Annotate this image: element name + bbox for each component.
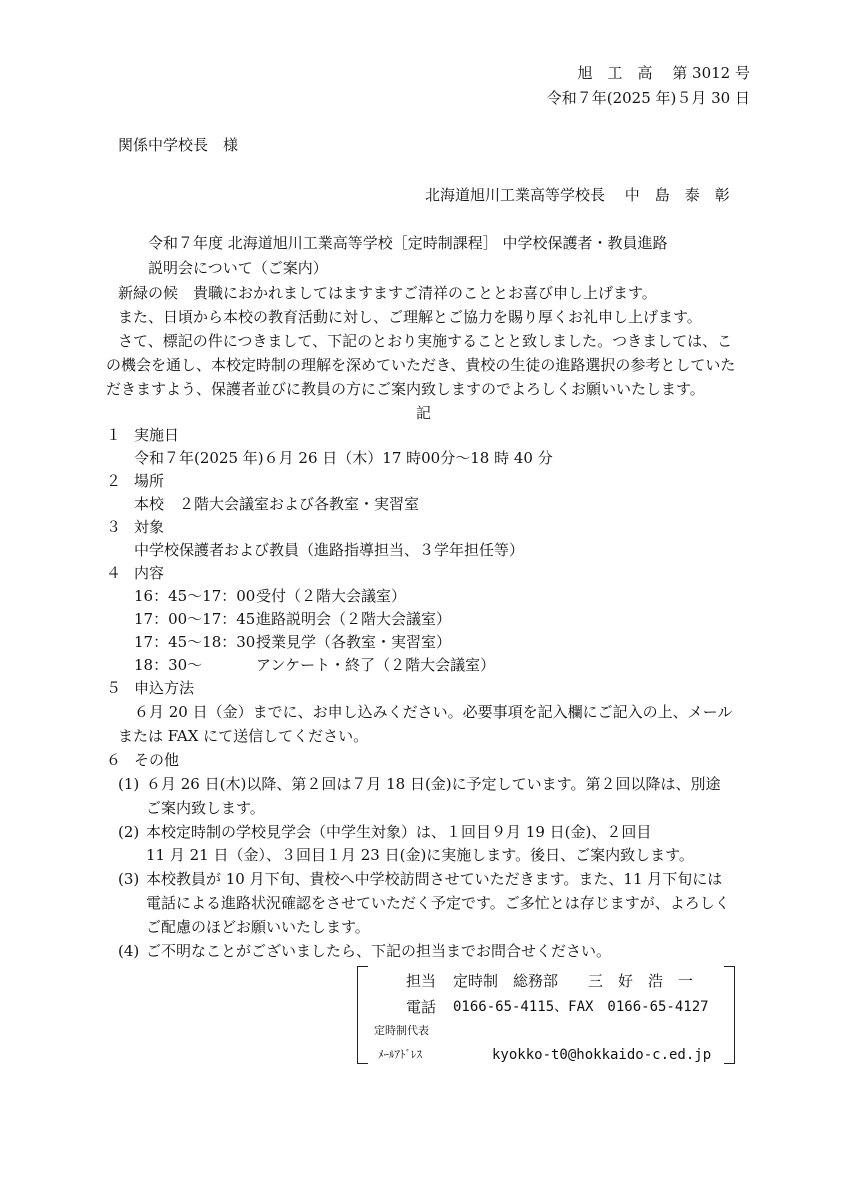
schedule-desc: 受付（２階大会議室） <box>256 587 407 605</box>
other-2-number: (2) <box>118 823 140 841</box>
item-4-number: ４ <box>106 564 122 582</box>
document-date: 令和７年(2025 年)５月 30 日 <box>546 89 750 107</box>
item-3-label: 対象 <box>134 518 165 536</box>
item-6-number: ６ <box>106 751 122 769</box>
other-1-line-2: ご案内致します。 <box>146 799 265 817</box>
contact-tanto-value: 定時制 総務部 三 好 浩 一 <box>453 972 694 990</box>
schedule-desc: 授業見学（各教室・実習室） <box>256 633 452 651</box>
title-line-1: 令和７年度 北海道旭川工業高等学校［定時制課程］ 中学校保護者・教員進路 <box>148 234 668 252</box>
document-number: 旭 工 高 第 3012 号 <box>577 64 750 82</box>
addressee: 関係中学校長 様 <box>118 136 239 154</box>
item-1-label: 実施日 <box>134 426 180 444</box>
item-6-label: その他 <box>134 751 180 769</box>
item-4-label: 内容 <box>134 564 165 582</box>
contact-tanto-label: 担当 <box>406 972 437 990</box>
body-paragraph-3-line-3: だきますよう、保護者並びに教員の方にご案内致しますのでよろしくお願いいたします。 <box>106 380 705 398</box>
item-2-text: 本校 ２階大会議室および各教室・実習室 <box>134 495 420 513</box>
item-1-number: １ <box>106 426 122 444</box>
title-line-2: 説明会について（ご案内） <box>148 259 328 277</box>
other-2-line-1: 本校定時制の学校見学会（中学生対象）は、１回目９月 19 日(金)、２回目 <box>146 823 652 841</box>
other-4-line-1: ご不明なことがございましたら、下記の担当までお問合せください。 <box>146 942 612 960</box>
other-1-number: (1) <box>118 775 140 793</box>
schedule-desc: アンケート・終了（２階大会議室） <box>256 656 496 674</box>
item-1-text: 令和７年(2025 年)６月 26 日（木）17 時00分～18 時 40 分 <box>134 449 553 467</box>
schedule-time: 16：45～17：00 <box>134 587 256 605</box>
item-3-text: 中学校保護者および教員（進路指導担当、３学年担任等） <box>134 541 525 559</box>
ki-heading: 記 <box>416 404 432 422</box>
schedule-desc: 進路説明会（２階大会議室） <box>256 610 452 628</box>
schedule-time: 17：45～18：30 <box>134 633 256 651</box>
item-2-number: ２ <box>106 472 122 490</box>
contact-mail-value[interactable]: kyokko-t0@hokkaido-c.ed.jp <box>492 1047 712 1063</box>
schedule-time: 18：30～ <box>134 656 203 674</box>
other-4-number: (4) <box>118 942 140 960</box>
other-2-line-2: 11 月 21 日（金）、３回目１月 23 日(金)に実施します。後日、ご案内致します。 <box>146 846 694 864</box>
body-paragraph-3-line-1: さて、標記の件につきまして、下記のとおり実施することと致しました。つきましては、こ <box>118 332 733 350</box>
contact-rep-label: 定時制代表 <box>374 1024 429 1037</box>
item-5-line-2: または FAX にて送信してください。 <box>118 727 369 745</box>
item-5-label: 申込方法 <box>134 679 195 697</box>
item-5-line-1: ６月 20 日（金）までに、お申し込みください。必要事項を記入欄にご記入の上、メール <box>134 703 733 721</box>
body-paragraph-2: また、日頃から本校の教育活動に対し、ご理解とご協力を賜り厚くお礼申し上げます。 <box>118 308 702 326</box>
item-5-number: ５ <box>106 679 122 697</box>
contact-tel-label: 電話 <box>406 998 437 1016</box>
contact-mail-label: ﾒｰﾙｱﾄﾞﾚｽ <box>378 1048 422 1061</box>
other-3-line-2: 電話による進路状況確認をさせていただく予定です。ご多忙とは存じますが、よろしく <box>146 894 730 912</box>
body-paragraph-1: 新緑の候 貴職におかれましてはますますご清祥のこととお喜び申し上げます。 <box>118 284 657 302</box>
body-paragraph-3-line-2: の機会を通し、本校定時制の理解を深めていただき、貴校の生徒の進路選択の参考としていた <box>106 356 736 374</box>
item-3-number: ３ <box>106 518 122 536</box>
other-1-line-1: ６月 26 日(木)以降、第２回は７月 18 日(金)に予定しています。第２回以降は、別途 <box>146 775 721 793</box>
other-3-number: (3) <box>118 870 140 888</box>
contact-tel-value: 0166-65-4115、FAX 0166-65-4127 <box>453 999 709 1015</box>
other-3-line-1: 本校教員が 10 月下旬、貴校へ中学校訪問させていただきます。また、11 月下旬には <box>146 870 723 888</box>
contact-box-left-bracket <box>357 966 368 1064</box>
sender: 北海道旭川工業高等学校長 中 島 泰 彰 <box>425 186 730 204</box>
item-2-label: 場所 <box>134 472 165 490</box>
schedule-time: 17：00～17：45 <box>134 610 256 628</box>
contact-box-right-bracket <box>724 966 735 1064</box>
other-3-line-3: ご配慮のほどお願いいたします。 <box>146 918 370 936</box>
